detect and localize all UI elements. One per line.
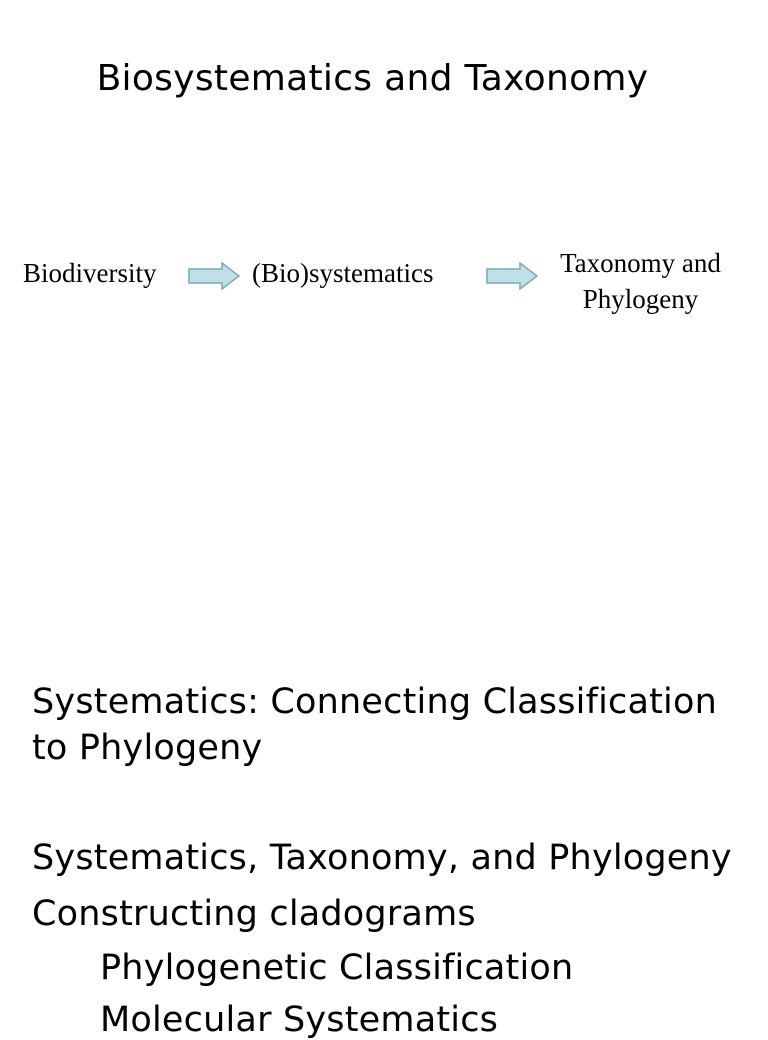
sub-list-item: Phylogenetic Classification [100,948,574,988]
sub-list-item: Molecular Systematics [100,1000,499,1040]
flow-step-taxonomy-phylogeny [548,245,733,317]
right-arrow-icon [188,262,240,290]
flow-step-3-line-2: Phylogeny [582,284,699,314]
list-item: Constructing cladograms [32,894,476,934]
right-arrow-icon [486,262,538,290]
list-item: Systematics, Taxonomy, and Phylogeny [32,838,732,878]
section-heading-line-2: to Phylogeny [32,728,263,768]
section-heading-line-1: Systematics: Connecting Classification [32,682,717,722]
slide-title: Biosystematics and Taxonomy [96,58,649,99]
flow-step-biosystematics: (Bio)systematics [252,258,434,288]
flow-step-biodiversity: Biodiversity [23,258,157,288]
flow-step-3-line-1: Taxonomy and [560,248,721,278]
